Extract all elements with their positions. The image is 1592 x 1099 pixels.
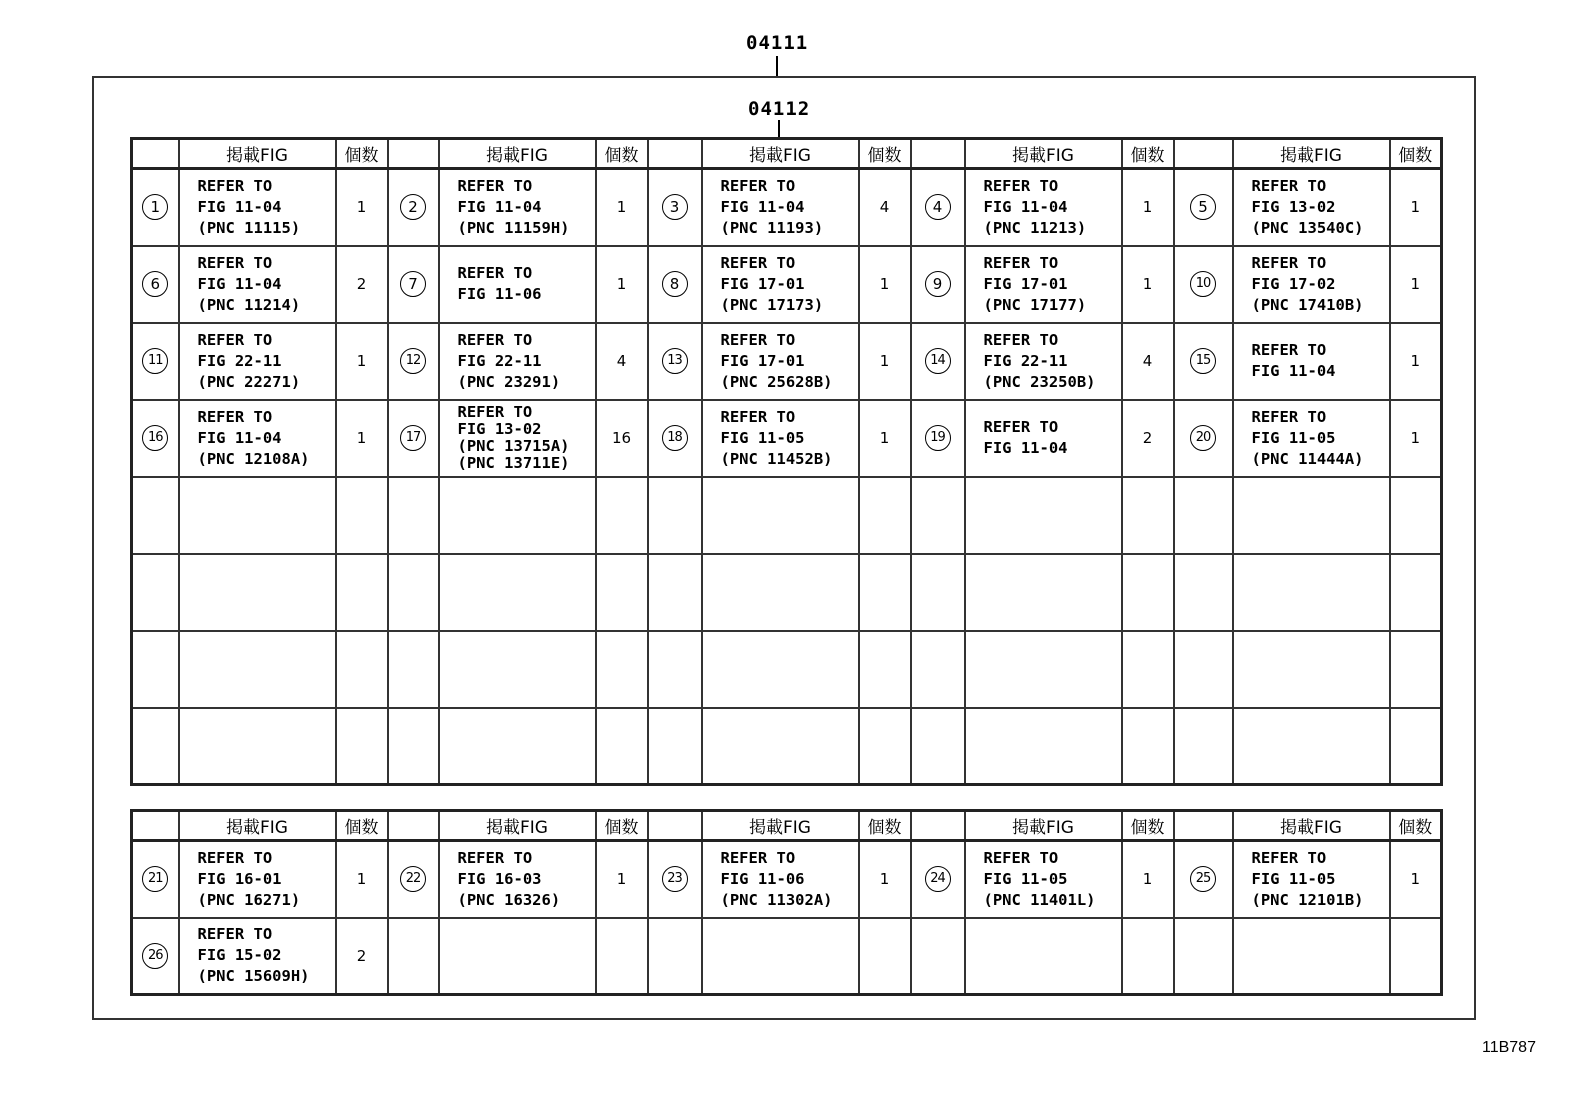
part-number-cell (132, 631, 179, 708)
fig-reference-cell (702, 841, 859, 918)
quantity-cell (336, 841, 388, 918)
header-row (132, 139, 1442, 169)
part-number-cell (388, 246, 439, 323)
fig-reference-cell (1233, 400, 1390, 477)
part-number-badge: 21 (142, 866, 168, 892)
fig-reference-cell (965, 554, 1122, 631)
part-number-cell (911, 554, 965, 631)
fig-reference-cell (965, 918, 1122, 995)
part-number-badge: 23 (662, 866, 688, 892)
outer-assembly-label: 04111 (746, 32, 809, 54)
quantity-value: 1 (879, 352, 890, 370)
part-number-cell (388, 400, 439, 477)
table-row (132, 841, 1442, 918)
header-fig: 掲載FIG (179, 811, 336, 841)
fig-reference-cell (179, 169, 336, 246)
quantity-cell (1390, 246, 1442, 323)
table-row (132, 400, 1442, 477)
fig-reference-text: REFER TO FIG 11-05 (PNC 11452B) (720, 407, 833, 468)
part-number-cell (911, 477, 965, 554)
fig-reference-cell (439, 400, 596, 477)
quantity-value: 1 (879, 429, 890, 447)
header-no-cell (1174, 811, 1233, 841)
part-number-cell (648, 631, 702, 708)
table-row (132, 554, 1442, 631)
fig-reference-cell (702, 169, 859, 246)
table-row (132, 323, 1442, 400)
part-number-badge: 17 (400, 425, 426, 451)
fig-reference-text: REFER TO FIG 17-02 (PNC 17410B) (1251, 253, 1364, 314)
fig-reference-cell (1233, 323, 1390, 400)
quantity-value: 1 (616, 198, 627, 217)
illustration-code: 11B787 (1482, 1039, 1536, 1056)
fig-reference-cell (1233, 841, 1390, 918)
fig-reference-cell (179, 323, 336, 400)
part-number-badge: 4 (925, 194, 951, 220)
part-number-cell (911, 246, 965, 323)
quantity-cell (1390, 708, 1442, 785)
header-no-cell (388, 811, 439, 841)
header-fig: 掲載FIG (965, 139, 1122, 169)
inner-leader-line (778, 120, 780, 138)
header-no-cell (911, 811, 965, 841)
fig-reference-text: REFER TO FIG 11-04 (1251, 341, 1336, 380)
part-number-badge: 12 (400, 348, 426, 374)
header-fig: 掲載FIG (1233, 139, 1390, 169)
quantity-value: 1 (1410, 275, 1421, 293)
fig-reference-cell (439, 323, 596, 400)
fig-reference-text: REFER TO FIG 11-06 (PNC 11302A) (720, 848, 833, 909)
fig-reference-cell (1233, 169, 1390, 246)
fig-reference-cell (439, 554, 596, 631)
part-number-cell (1174, 708, 1233, 785)
quantity-cell (336, 708, 388, 785)
quantity-cell (1390, 554, 1442, 631)
part-number-cell (388, 918, 439, 995)
quantity-cell (1390, 323, 1442, 400)
fig-reference-text: REFER TO FIG 11-04 (PNC 11214) (197, 253, 301, 314)
fig-reference-cell (439, 631, 596, 708)
quantity-cell (1122, 841, 1174, 918)
quantity-cell (1390, 477, 1442, 554)
quantity-cell (1122, 400, 1174, 477)
quantity-cell (336, 400, 388, 477)
quantity-cell (1122, 708, 1174, 785)
quantity-cell (1122, 554, 1174, 631)
fig-reference-text: REFER TO FIG 22-11 (PNC 23291) (457, 330, 561, 391)
part-number-cell (388, 841, 439, 918)
quantity-value: 1 (879, 275, 890, 293)
fig-reference-text: REFER TO FIG 16-01 (PNC 16271) (197, 848, 301, 909)
part-number-cell (648, 918, 702, 995)
table-row (132, 169, 1442, 246)
quantity-value: 1 (356, 870, 367, 889)
header-qty: 個数 (1390, 811, 1442, 841)
table-row (132, 631, 1442, 708)
header-no-cell (1174, 139, 1233, 169)
part-number-cell (911, 169, 965, 246)
quantity-cell (859, 918, 911, 995)
part-number-cell (388, 708, 439, 785)
part-number-cell (911, 841, 965, 918)
quantity-cell (336, 477, 388, 554)
fig-reference-cell (965, 708, 1122, 785)
fig-reference-text: REFER TO FIG 11-06 (457, 264, 542, 303)
part-number-badge: 24 (925, 866, 951, 892)
part-number-badge: 10 (1190, 271, 1216, 297)
fig-reference-text: REFER TO FIG 11-05 (PNC 11444A) (1251, 407, 1364, 468)
fig-reference-cell (179, 246, 336, 323)
quantity-cell (1122, 246, 1174, 323)
part-number-cell (648, 841, 702, 918)
fig-reference-cell (965, 631, 1122, 708)
part-number-badge: 15 (1190, 348, 1216, 374)
part-number-badge: 25 (1190, 866, 1216, 892)
header-no-cell (911, 139, 965, 169)
header-fig: 掲載FIG (439, 139, 596, 169)
fig-reference-text: REFER TO FIG 11-04 (PNC 11213) (983, 176, 1087, 237)
table-row (132, 708, 1442, 785)
quantity-value: 1 (1410, 352, 1421, 370)
quantity-value: 1 (616, 275, 627, 293)
part-number-cell (132, 246, 179, 323)
fig-reference-text: REFER TO FIG 13-02 (PNC 13540C) (1251, 176, 1364, 237)
part-number-cell (911, 708, 965, 785)
fig-reference-text: REFER TO FIG 17-01 (PNC 17173) (720, 253, 824, 314)
quantity-cell (336, 169, 388, 246)
header-qty: 個数 (1122, 811, 1174, 841)
quantity-cell (596, 841, 648, 918)
quantity-cell (859, 708, 911, 785)
fig-reference-cell (439, 477, 596, 554)
part-number-cell (648, 554, 702, 631)
quantity-value: 1 (1142, 275, 1153, 293)
part-number-cell (388, 477, 439, 554)
quantity-cell (596, 477, 648, 554)
fig-reference-text: REFER TO FIG 15-02 (PNC 15609H) (197, 925, 310, 986)
quantity-value: 1 (879, 870, 890, 889)
part-number-cell (1174, 400, 1233, 477)
fig-reference-cell (439, 169, 596, 246)
quantity-cell (596, 708, 648, 785)
quantity-value: 4 (879, 198, 890, 217)
quantity-cell (859, 400, 911, 477)
quantity-cell (1122, 169, 1174, 246)
part-number-badge: 20 (1190, 425, 1216, 451)
part-number-cell (911, 400, 965, 477)
quantity-cell (596, 554, 648, 631)
fig-reference-cell (702, 246, 859, 323)
quantity-value: 2 (356, 946, 367, 965)
fig-reference-cell (439, 246, 596, 323)
fig-reference-cell (179, 554, 336, 631)
fig-reference-text: REFER TO FIG 11-05 (PNC 12101B) (1251, 848, 1364, 909)
fig-reference-cell (702, 708, 859, 785)
part-number-badge: 19 (925, 425, 951, 451)
part-number-cell (648, 477, 702, 554)
fig-reference-cell (179, 841, 336, 918)
part-number-badge: 9 (925, 271, 951, 297)
header-qty: 個数 (596, 139, 648, 169)
quantity-cell (596, 631, 648, 708)
fig-reference-text: REFER TO FIG 11-04 (PNC 12108A) (197, 407, 310, 468)
part-number-badge: 8 (662, 271, 688, 297)
quantity-value: 2 (1142, 429, 1153, 447)
fig-reference-cell (1233, 918, 1390, 995)
header-no-cell (648, 139, 702, 169)
part-number-badge: 14 (925, 348, 951, 374)
part-number-cell (132, 841, 179, 918)
quantity-cell (336, 554, 388, 631)
fig-reference-text: REFER TO FIG 11-04 (PNC 11193) (720, 176, 824, 237)
quantity-value: 1 (1410, 429, 1421, 447)
quantity-cell (596, 246, 648, 323)
header-no-cell (132, 811, 179, 841)
quantity-value: 1 (1142, 870, 1153, 889)
quantity-cell (1390, 169, 1442, 246)
outer-leader-line (776, 56, 778, 76)
quantity-value: 16 (611, 429, 632, 447)
part-number-cell (1174, 246, 1233, 323)
part-number-cell (648, 323, 702, 400)
fig-reference-cell (179, 631, 336, 708)
quantity-value: 1 (356, 352, 367, 370)
fig-reference-cell (439, 918, 596, 995)
fig-reference-cell (1233, 631, 1390, 708)
header-qty: 個数 (336, 139, 388, 169)
part-number-cell (132, 554, 179, 631)
header-fig: 掲載FIG (439, 811, 596, 841)
fig-reference-text: REFER TO FIG 11-05 (PNC 11401L) (983, 848, 1096, 909)
table-row (132, 918, 1442, 995)
quantity-value: 1 (1142, 198, 1153, 217)
quantity-value: 2 (356, 275, 367, 293)
part-number-cell (132, 477, 179, 554)
quantity-cell (1122, 918, 1174, 995)
quantity-cell (1122, 631, 1174, 708)
fig-reference-cell (702, 323, 859, 400)
header-qty: 個数 (1390, 139, 1442, 169)
part-number-badge: 7 (400, 271, 426, 297)
part-number-cell (1174, 554, 1233, 631)
table-row (132, 246, 1442, 323)
header-fig: 掲載FIG (179, 139, 336, 169)
part-number-cell (911, 631, 965, 708)
header-fig: 掲載FIG (702, 139, 859, 169)
quantity-cell (859, 246, 911, 323)
part-number-cell (132, 918, 179, 995)
header-fig: 掲載FIG (1233, 811, 1390, 841)
part-number-badge: 2 (400, 194, 426, 220)
part-number-badge: 16 (142, 425, 168, 451)
quantity-value: 4 (1142, 352, 1153, 370)
part-number-badge: 11 (142, 348, 168, 374)
fig-reference-text: REFER TO FIG 22-11 (PNC 23250B) (983, 330, 1096, 391)
part-number-cell (388, 323, 439, 400)
header-qty: 個数 (336, 811, 388, 841)
part-number-cell (132, 169, 179, 246)
quantity-value: 1 (356, 198, 367, 217)
part-number-cell (911, 918, 965, 995)
bottom-parts-table (130, 809, 1443, 996)
quantity-cell (596, 918, 648, 995)
fig-reference-cell (702, 918, 859, 995)
header-qty: 個数 (1122, 139, 1174, 169)
part-number-cell (648, 169, 702, 246)
fig-reference-cell (179, 918, 336, 995)
quantity-cell (336, 631, 388, 708)
quantity-cell (859, 477, 911, 554)
fig-reference-cell (702, 400, 859, 477)
quantity-cell (1390, 631, 1442, 708)
header-fig: 掲載FIG (965, 811, 1122, 841)
quantity-cell (1390, 918, 1442, 995)
fig-reference-text: REFER TO FIG 22-11 (PNC 22271) (197, 330, 301, 391)
inner-assembly-label: 04112 (748, 98, 811, 120)
part-number-badge: 22 (400, 866, 426, 892)
fig-reference-text: REFER TO FIG 11-04 (PNC 11115) (197, 176, 301, 237)
part-number-cell (388, 554, 439, 631)
fig-reference-cell (965, 323, 1122, 400)
part-number-cell (648, 708, 702, 785)
header-no-cell (388, 139, 439, 169)
part-number-cell (1174, 918, 1233, 995)
header-fig: 掲載FIG (702, 811, 859, 841)
quantity-value: 1 (1410, 870, 1421, 889)
part-number-cell (911, 323, 965, 400)
quantity-cell (859, 323, 911, 400)
table-row (132, 477, 1442, 554)
header-row (132, 811, 1442, 841)
quantity-value: 4 (616, 352, 627, 370)
top-parts-table (130, 137, 1443, 786)
quantity-cell (859, 631, 911, 708)
header-qty: 個数 (859, 811, 911, 841)
part-number-cell (1174, 169, 1233, 246)
part-number-cell (132, 708, 179, 785)
part-number-cell (648, 246, 702, 323)
part-number-cell (1174, 631, 1233, 708)
fig-reference-cell (965, 246, 1122, 323)
part-number-cell (132, 400, 179, 477)
quantity-cell (596, 400, 648, 477)
fig-reference-cell (965, 841, 1122, 918)
part-number-badge: 3 (662, 194, 688, 220)
quantity-cell (1122, 323, 1174, 400)
quantity-cell (1122, 477, 1174, 554)
part-number-badge: 26 (142, 943, 168, 969)
quantity-cell (1390, 400, 1442, 477)
quantity-value: 1 (1410, 198, 1421, 217)
quantity-cell (336, 246, 388, 323)
part-number-badge: 1 (142, 194, 168, 220)
quantity-cell (859, 554, 911, 631)
fig-reference-cell (179, 708, 336, 785)
quantity-cell (596, 169, 648, 246)
quantity-value: 1 (356, 429, 367, 447)
part-number-cell (1174, 477, 1233, 554)
fig-reference-cell (439, 708, 596, 785)
part-number-cell (388, 631, 439, 708)
fig-reference-cell (702, 631, 859, 708)
fig-reference-cell (1233, 708, 1390, 785)
part-number-badge: 18 (662, 425, 688, 451)
header-no-cell (132, 139, 179, 169)
fig-reference-cell (965, 477, 1122, 554)
fig-reference-cell (1233, 554, 1390, 631)
quantity-cell (336, 323, 388, 400)
fig-reference-cell (179, 400, 336, 477)
fig-reference-cell (965, 400, 1122, 477)
part-number-badge: 6 (142, 271, 168, 297)
fig-reference-text: REFER TO FIG 11-04 (PNC 11159H) (457, 176, 570, 237)
part-number-badge: 5 (1190, 194, 1216, 220)
quantity-cell (859, 841, 911, 918)
fig-reference-cell (439, 841, 596, 918)
header-qty: 個数 (596, 811, 648, 841)
part-number-badge: 13 (662, 348, 688, 374)
fig-reference-cell (702, 477, 859, 554)
part-number-cell (388, 169, 439, 246)
quantity-cell (336, 918, 388, 995)
part-number-cell (648, 400, 702, 477)
quantity-value: 1 (616, 870, 627, 889)
part-number-cell (1174, 323, 1233, 400)
fig-reference-text: REFER TO FIG 17-01 (PNC 25628B) (720, 330, 833, 391)
fig-reference-cell (179, 477, 336, 554)
quantity-cell (596, 323, 648, 400)
fig-reference-text: REFER TO FIG 17-01 (PNC 17177) (983, 253, 1087, 314)
fig-reference-cell (702, 554, 859, 631)
header-qty: 個数 (859, 139, 911, 169)
fig-reference-cell (1233, 477, 1390, 554)
quantity-cell (859, 169, 911, 246)
fig-reference-text: REFER TO FIG 11-04 (983, 418, 1068, 457)
fig-reference-text: REFER TO FIG 16-03 (PNC 16326) (457, 848, 561, 909)
fig-reference-text: REFER TO FIG 13-02 (PNC 13715A) (PNC 13711E) (457, 403, 570, 472)
fig-reference-cell (1233, 246, 1390, 323)
part-number-cell (132, 323, 179, 400)
quantity-cell (1390, 841, 1442, 918)
header-no-cell (648, 811, 702, 841)
fig-reference-cell (965, 169, 1122, 246)
part-number-cell (1174, 841, 1233, 918)
